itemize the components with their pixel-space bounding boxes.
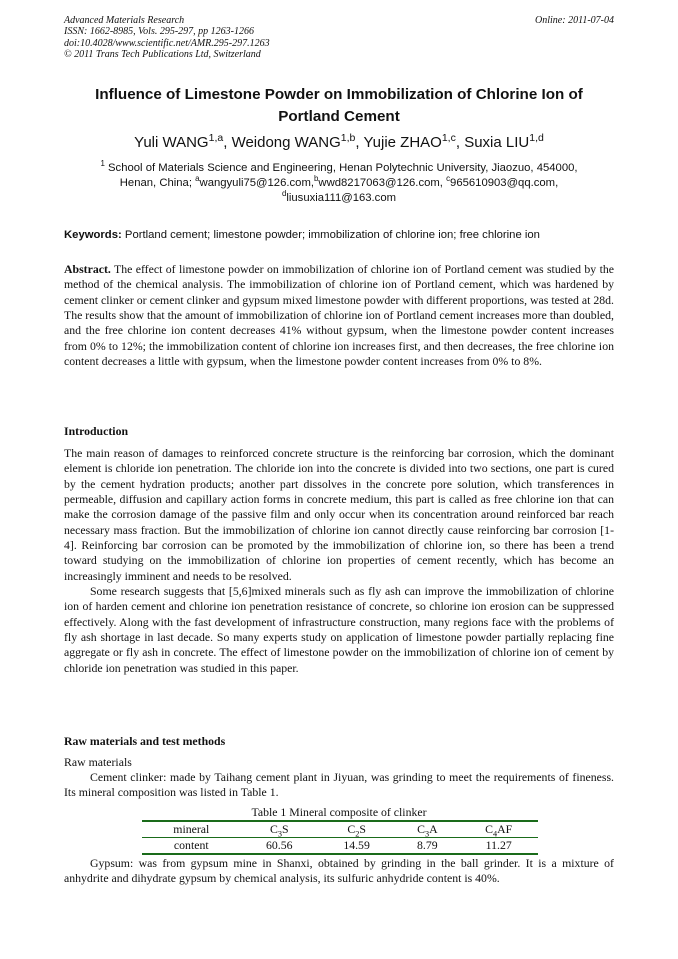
paper-title-line-2: Portland Cement (278, 108, 400, 125)
gypsum-paragraph (64, 856, 614, 887)
email-separator: , (439, 177, 447, 190)
affiliation-line-1 (64, 161, 614, 176)
affiliation-institution: School of Materials Science and Engineering, Henan Polytechnic University, Jiaozuo, 454000, (104, 162, 578, 174)
email-mark: a (195, 174, 200, 184)
table-cell: 60.56 (241, 838, 318, 855)
journal-name: Advanced Materials Research (64, 15, 185, 26)
keywords-text: Portland cement; limestone powder; immobilization of chlorine ion; free chlorine ion (121, 229, 540, 241)
table-row-label: content (142, 838, 241, 855)
formula-tail: A (429, 822, 438, 836)
table-caption: Table 1 Mineral composite of clinker (251, 805, 427, 819)
table-row (142, 838, 538, 855)
journal-issn: ISSN: 1662-8985, Vols. 295-297, pp 1263-1266 (64, 26, 254, 38)
formula-tail: S (359, 822, 366, 836)
formula-tail: S (281, 822, 289, 836)
email-mark: d (281, 189, 287, 199)
subsection-heading-raw-materials: Raw materials (64, 755, 132, 769)
table-header-cell (395, 821, 459, 838)
gypsum-text: Gypsum: was from gypsum mine in Shanxi, obtained by grinding in the ball grinder. It is a mixture of anhydrite and dihydrate gypsum by chemical analysis, its sulfuric anhydride content is 40%. (64, 856, 614, 886)
introduction-body (64, 446, 614, 676)
keywords-label: Keywords: (64, 229, 122, 241)
introduction-paragraph-1: The main reason of damages to reinforced concrete structure is the reinforcing bar corrosion, which the dominant element is chloride ion penetration. The chloride ion into the concrete is divided into two sections, one part is cured by the cement hydration products; another part dissolves in the concrete pore solution, which transferences in permeable, diffusion and capillary action forms in concrete medium, this part is called as free chlorine ion that can make the corrosion damage of the passive film and only occur when its concentration around reinforced bar reach necessary mass fraction. But the immobilization of chlorine ion cannot directly cause reinforcing bar corrosion [1-4]. Reinforcing bar corrosion can be promoted by the immobilization of chlorine ion, so there has been a trend toward studying on the immobilization of chlorine ion properties of cement recently, which has become an increasingly imminent and needs to be resolved. (64, 446, 614, 583)
journal-copyright: © 2011 Trans Tech Publications Ltd, Switzerland (64, 49, 261, 61)
author-email: liusuxia111@163.com (286, 192, 397, 205)
formula-subscript: 4 (493, 829, 498, 839)
email-separator: , (310, 177, 314, 190)
formula-subscript: 2 (355, 829, 360, 839)
author-name: Yuli WANG (134, 134, 209, 151)
table-cell: 14.59 (318, 838, 395, 855)
table-header-cell (241, 821, 318, 838)
affiliation-number: 1 (100, 159, 105, 169)
formula-base: C (417, 822, 425, 836)
author-separator: , (455, 134, 465, 151)
author-separator: , (355, 134, 364, 151)
affiliation-location: Henan, China; (119, 177, 196, 190)
formula-subscript: 3 (277, 829, 282, 839)
affiliation (64, 161, 614, 207)
journal-doi: doi:10.4028/www.scientific.net/AMR.295-297.1263 (64, 37, 270, 49)
author-name: Suxia LIU (464, 134, 530, 151)
section-heading-introduction: Introduction (64, 424, 129, 438)
table-cell: 8.79 (395, 838, 459, 855)
clinker-paragraph (64, 770, 614, 801)
formula-tail: AF (497, 822, 513, 836)
author-affil-mark: 1,b (340, 132, 356, 144)
online-date: Online: 2011-07-04 (535, 15, 614, 26)
table-row-label: mineral (142, 821, 241, 838)
author-list (64, 133, 614, 153)
table-header-cell (459, 821, 538, 838)
introduction-paragraph-2: Some research suggests that [5,6]mixed minerals such as fly ash can improve the immobilization of chlorine ion of harden cement and chlorine ion penetration resistance of concrete, so chlorine ion erosion can be suppressed effectively. Along with the fast development of infrastructure construction, many regions face with the problems of fly ash shortage in last decade. So many experts study on application of limestone powder partially replacing fine aggregate or fly ash in concrete. The effect of limestone powder on the immobilization of chlorine ion of cement by chloride ion penetration was studied in this paper. (64, 584, 614, 675)
formula-base: C (347, 822, 356, 836)
formula-subscript: 3 (424, 829, 430, 839)
author-affil-mark: 1,c (441, 132, 456, 144)
table-header-cell (318, 821, 395, 838)
author-name: Yujie ZHAO (363, 134, 442, 151)
paper-title (64, 84, 614, 128)
affiliation-line-2 (64, 176, 614, 191)
abstract (64, 262, 614, 369)
email-mark: b (314, 174, 319, 184)
table-row (142, 821, 538, 838)
abstract-text: The effect of limestone powder on immobilization of chlorine ion of Portland cement was studied by the method of the chemical analysis. The immobilization of chlorine ion of Portland cement, which was hardened by cement clinker or cement clinker and gypsum mixed limestone powder with different proportions, was tested at 28d. The results show that the amount of immobilization of chlorine ion of Portland cement increases more than doubled, and the free chlorine ion content decreases 41% without gypsum, when the limestone powder content increases from 0% to 12%; the immobilization content of chlorine ion increases first, and then decreases, the free chlorine ion content decreases a little with gypsum, when the limestone powder content increases from 0% to 8%. (64, 262, 614, 369)
mineral-table (142, 820, 538, 855)
formula-base: C (269, 822, 278, 836)
email-mark: c (446, 174, 451, 184)
author-email: wwd8217063@126.com (318, 177, 440, 190)
paper-title-line-1: Influence of Limestone Powder on Immobilization of Chlorine Ion of (95, 86, 583, 103)
abstract-label: Abstract. (64, 262, 111, 276)
author-affil-mark: 1,d (529, 132, 544, 144)
keywords (64, 228, 614, 242)
clinker-text: Cement clinker: made by Taihang cement plant in Jiyuan, was grinding to meet the requirements of fineness. Its mineral composition was listed in Table 1. (64, 770, 614, 800)
section-heading-raw-materials: Raw materials and test methods (64, 734, 226, 748)
author-email: wangyuli75@126.com (199, 177, 311, 190)
journal-header (64, 15, 270, 61)
table-cell: 11.27 (459, 838, 538, 855)
email-separator: , (555, 177, 559, 190)
affiliation-line-3 (64, 191, 614, 206)
author-separator: , (223, 134, 232, 151)
author-name: Weidong WANG (231, 134, 341, 151)
author-affil-mark: 1,a (208, 132, 224, 144)
author-email: 965610903@qq.com (450, 177, 556, 190)
formula-base: C (485, 822, 494, 836)
